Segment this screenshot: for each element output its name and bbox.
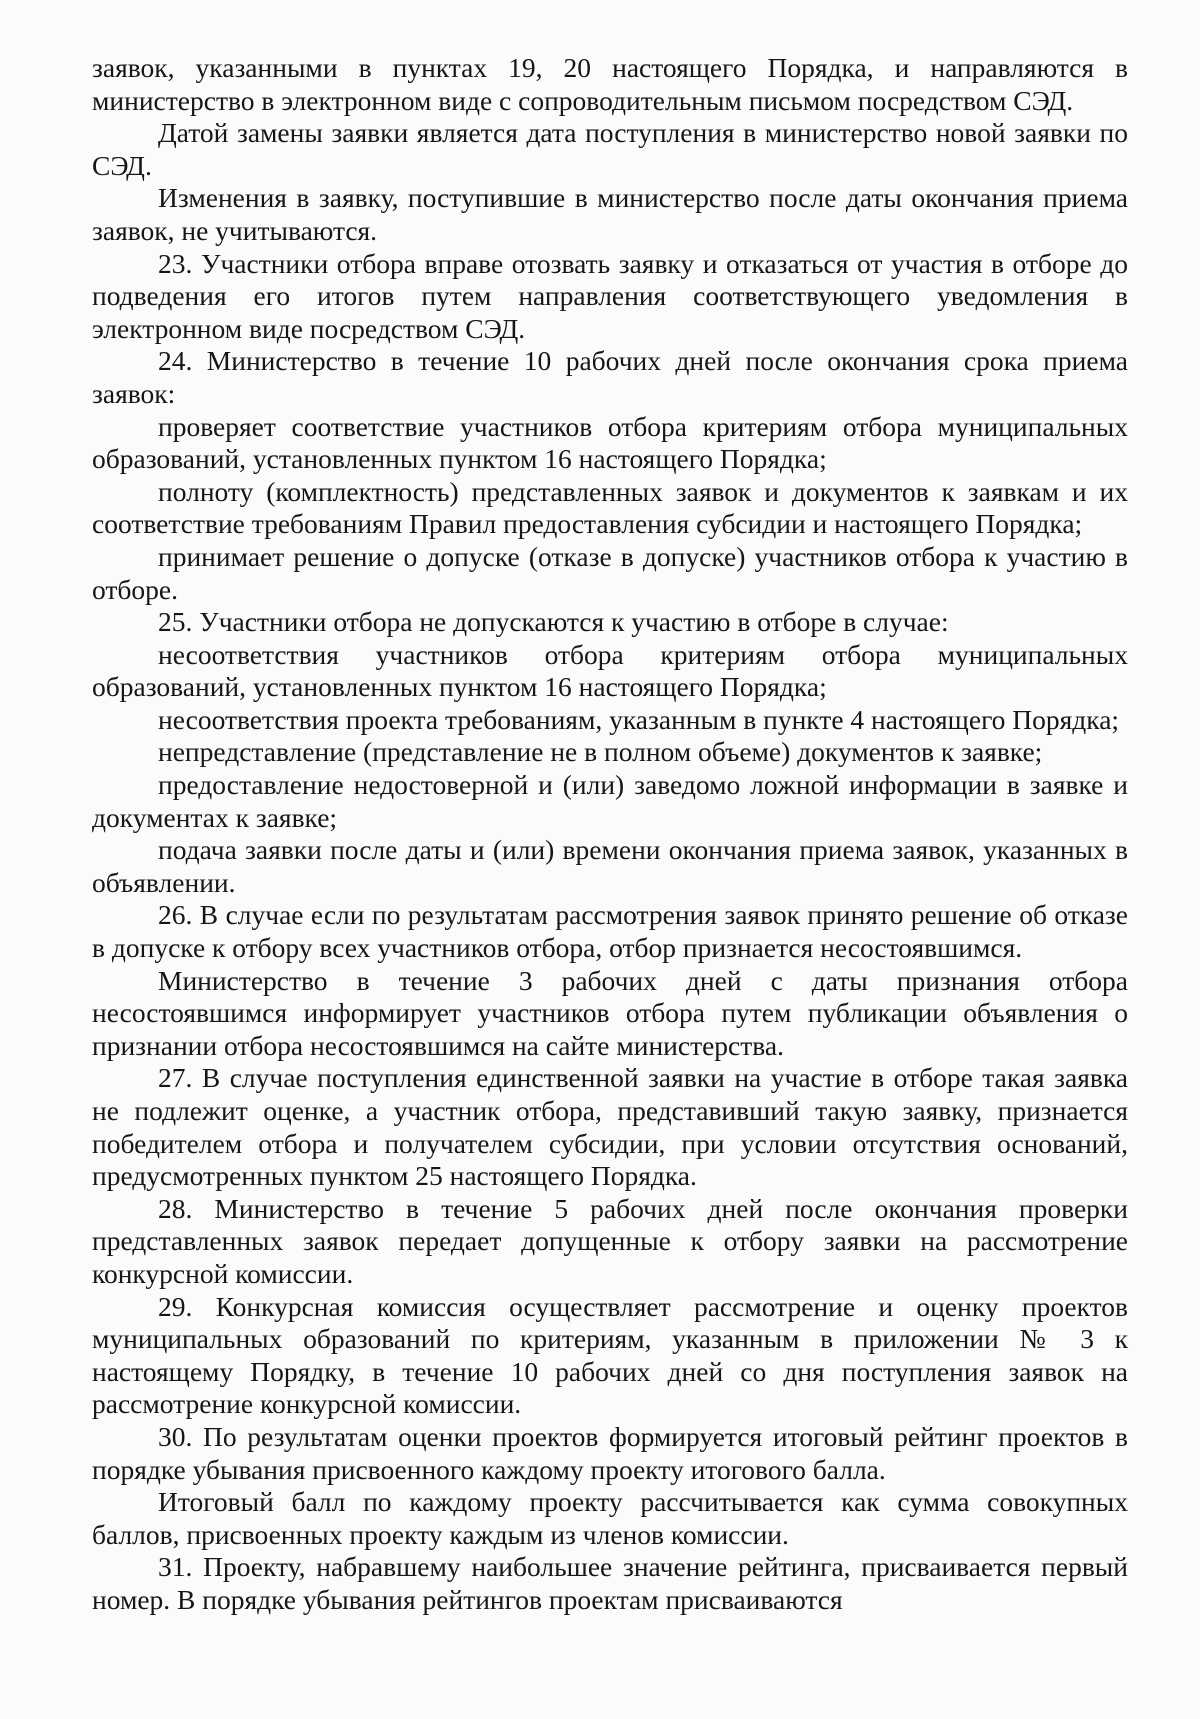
- document-body: [92, 52, 1128, 1617]
- paragraph-25-project-mismatch: несоответствия проекта требованиям, указанным в пункте 4 настоящего Порядка;: [158, 703, 1120, 735]
- paragraph-25-documents-missing: непредставление (представление не в полном объеме) документов к заявке;: [158, 736, 1043, 768]
- paragraph-24-decision: принимает решение о допуске (отказе в допуске) участников отбора к участию в отборе.: [92, 540, 1128, 605]
- paragraph-25: 25. Участники отбора не допускаются к участию в отборе в случае:: [158, 606, 949, 638]
- paragraph-replacement-date: Датой замены заявки является дата поступления в министерство новой заявки по СЭД.: [92, 117, 1128, 181]
- paragraph-24-completeness: полноту (комплектность) представленных заявок и документов к заявкам и их соответствие требованиям Правил предоставления субсидии и настоящего Порядка;: [92, 475, 1128, 540]
- paragraph-30-total-score: Итоговый балл по каждому проекту рассчитывается как сумма совокупных баллов, присвоенных проекту каждым из членов комиссии.: [92, 1486, 1128, 1550]
- paragraph-26: 26. В случае если по результатам рассмотрения заявок принято решение об отказе в допуске к отбору всех участников отбора, отбор признается несостоявшимся.: [92, 899, 1128, 964]
- paragraph-24-check-criteria: проверяет соответствие участников отбора критериям отбора муниципальных образований, установленных пунктом 16 настоящего Порядка;: [92, 410, 1128, 475]
- paragraph-changes-not-considered: Изменения в заявку, поступившие в министерство после даты окончания приема заявок, не учитываются.: [92, 182, 1128, 246]
- paragraph-29: 29. Конкурсная комиссия осуществляет рассмотрение и оценку проектов муниципальных образований по критериям, указанным в приложении № 3 к настоящему Порядку, в течение 10 рабочих дней со дня поступления заявок на рассмотрение конкурсной комиссии.: [92, 1290, 1128, 1420]
- paragraph-25-late-submission: подача заявки после даты и (или) времени окончания приема заявок, указанных в объявлении.: [92, 834, 1128, 898]
- paragraph-31: 31. Проекту, набравшему наибольшее значение рейтинга, присваивается первый номер. В порядке убывания рейтингов проектам присваиваются: [92, 1551, 1128, 1615]
- paragraph-23: 23. Участники отбора вправе отозвать заявку и отказаться от участия в отборе до подведения его итогов путем направления соответствующего уведомления в электронном виде посредством СЭД.: [92, 247, 1128, 344]
- paragraph-24: 24. Министерство в течение 10 рабочих дней после окончания срока приема заявок:: [92, 345, 1128, 409]
- paragraph-26-notification: Министерство в течение 3 рабочих дней с даты признания отбора несостоявшимся информирует участников отбора путем публикации объявления о признании отбора несостоявшимся на сайте министерства.: [92, 964, 1128, 1061]
- paragraph-30: 30. По результатам оценки проектов формируется итоговый рейтинг проектов в порядке убывания присвоенного каждому проекту итогового балла.: [92, 1420, 1128, 1485]
- paragraph-28: 28. Министерство в течение 5 рабочих дней после окончания проверки представленных заявок передает допущенные к отбору заявки на рассмотрение конкурсной комиссии.: [92, 1192, 1128, 1289]
- paragraph-25-criteria-mismatch: несоответствия участников отбора критериям отбора муниципальных образований, установленных пунктом 16 настоящего Порядка;: [92, 638, 1128, 703]
- paragraph-25-false-information: предоставление недостоверной и (или) заведомо ложной информации в заявке и документах к заявке;: [92, 769, 1128, 833]
- paragraph-continuation: заявок, указанными в пунктах 19, 20 настоящего Порядка, и направляются в министерство в электронном виде с сопроводительным письмом посредством СЭД.: [92, 52, 1128, 116]
- paragraph-27: 27. В случае поступления единственной заявки на участие в отборе такая заявка не подлежит оценке, а участник отбора, представивший такую заявку, признается победителем отбора и получателем субсидии, при условии отсутствия оснований, предусмотренных пунктом 25 настоящего Порядка.: [92, 1062, 1128, 1192]
